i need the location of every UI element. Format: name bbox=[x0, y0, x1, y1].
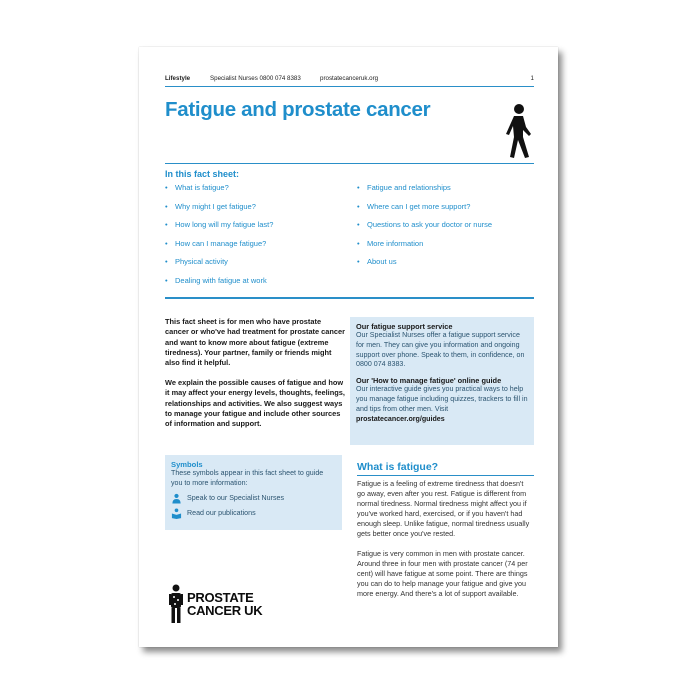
toc-item[interactable]: • Dealing with fatigue at work bbox=[165, 276, 273, 295]
support-box-text: Our Specialist Nurses offer a fatigue support service for men. They can give you information and ongoing support over phone. Speak to them, in confidence, on 0800 074 8383. bbox=[356, 331, 525, 369]
guide-box-text bbox=[356, 385, 528, 424]
logo-text bbox=[187, 591, 262, 617]
header-divider bbox=[165, 86, 534, 87]
walking-man-icon bbox=[501, 103, 537, 159]
what-paragraph: Fatigue is a feeling of extreme tiredness that doesn't go away, even after you rest. Fatigue is different from normal tiredness. Normal tiredness might affect you if you've worked hard, exercised, or if you haven't had enough sleep. Unlike fatigue, normal tiredness usually gets better once you've rested. bbox=[357, 479, 530, 538]
intro-text bbox=[165, 317, 345, 439]
header-url: prostatecanceruk.org bbox=[320, 75, 379, 82]
symbols-box bbox=[165, 455, 342, 530]
toc-item[interactable]: • More information bbox=[357, 239, 492, 258]
title-divider bbox=[165, 163, 534, 164]
toc-item[interactable]: • Questions to ask your doctor or nurse bbox=[357, 220, 492, 239]
symbols-title: Symbols bbox=[171, 460, 203, 469]
what-is-fatigue-heading: What is fatigue? bbox=[357, 461, 439, 473]
what-is-fatigue-text bbox=[357, 479, 533, 609]
toc-divider bbox=[165, 297, 534, 299]
symbol-label-nurses: Speak to our Specialist Nurses bbox=[187, 494, 284, 503]
fact-sheet-page bbox=[139, 47, 558, 647]
support-box bbox=[350, 317, 534, 445]
toc-heading: In this fact sheet: bbox=[165, 169, 240, 179]
nurse-phone-icon bbox=[171, 493, 182, 504]
toc-item[interactable]: • What is fatigue? bbox=[165, 183, 273, 202]
guide-link[interactable]: prostatecancer.org/guides bbox=[356, 414, 445, 423]
guide-text: Our interactive guide gives you practical ways to help you manage fatigue including quizzes, trackers to fill in and tips from other men. Visit bbox=[356, 385, 528, 413]
toc-item[interactable]: • How long will my fatigue last? bbox=[165, 220, 273, 239]
toc-item[interactable]: • Why might I get fatigue? bbox=[165, 202, 273, 221]
intro-paragraph: This fact sheet is for men who have prostate cancer or who've had treatment for prostate cancer and want to know more about fatigue (extreme tiredness). Your partner, family or friends might also find it helpful. bbox=[165, 317, 346, 368]
toc-item[interactable]: • Where can I get more support? bbox=[357, 202, 492, 221]
page-header bbox=[165, 75, 534, 82]
toc-list-left bbox=[165, 183, 273, 294]
page-title: Fatigue and prostate cancer bbox=[165, 98, 431, 121]
intro-paragraph: We explain the possible causes of fatigue and how it may affect your energy levels, thoughts, feelings, relationships and activities. We also suggest ways to manage your fatigue and include other sources of information and support. bbox=[165, 377, 345, 429]
support-box-title: Our fatigue support service bbox=[356, 322, 453, 331]
symbol-row-publications bbox=[171, 508, 336, 519]
toc-item[interactable]: • About us bbox=[357, 257, 492, 276]
publications-icon bbox=[171, 508, 182, 519]
toc-item[interactable]: • How can I manage fatigue? bbox=[165, 239, 273, 258]
toc-list-right bbox=[357, 183, 492, 276]
toc-item[interactable]: • Physical activity bbox=[165, 257, 273, 276]
logo-figure-icon bbox=[169, 584, 183, 624]
symbol-row-nurses bbox=[171, 493, 336, 504]
prostate-cancer-uk-logo bbox=[169, 584, 262, 624]
toc-item[interactable]: • Fatigue and relationships bbox=[357, 183, 492, 202]
guide-box-title: Our 'How to manage fatigue' online guide bbox=[356, 376, 502, 386]
logo-line: PROSTATE bbox=[187, 590, 254, 605]
what-paragraph: Fatigue is very common in men with prostate cancer. Around three in four men with prostate cancer (74 per cent) will have fatigue at some point. There are things you can do to help manage your fatigue and give you more energy. And there's a lot of support available. bbox=[357, 549, 528, 598]
page-number: 1 bbox=[530, 75, 534, 82]
what-divider bbox=[357, 475, 534, 476]
symbol-label-publications: Read our publications bbox=[187, 509, 256, 518]
header-section: Lifestyle bbox=[165, 75, 191, 82]
symbols-text: These symbols appear in this fact sheet to guide you to more information: bbox=[171, 469, 324, 487]
logo-line: CANCER UK bbox=[187, 603, 263, 618]
header-nurses-phone: Specialist Nurses 0800 074 8383 bbox=[210, 75, 301, 82]
